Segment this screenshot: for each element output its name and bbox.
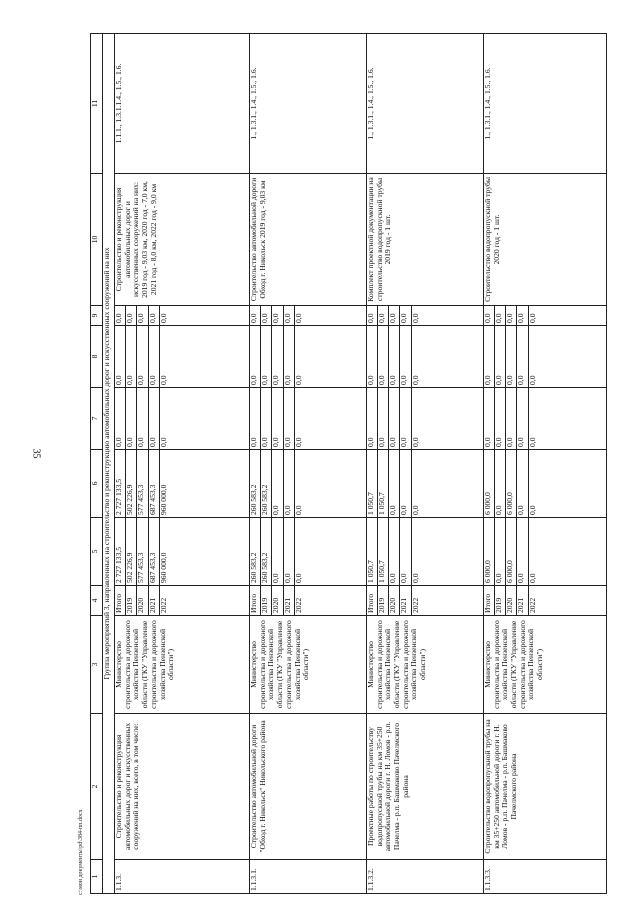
- year-cell: 2021: [400, 586, 411, 616]
- year-cell: 2019: [378, 586, 389, 616]
- section-id: 1.1.3.3.: [483, 860, 606, 894]
- federal-budget-cell: 0,0: [366, 388, 377, 450]
- local-budget-cell: 0,0: [159, 326, 249, 388]
- page-number: 35: [30, 448, 42, 459]
- section-result: Строительство водопропускной трубы 2020 год - 1 шт.: [483, 174, 606, 306]
- table-row: [249, 34, 260, 894]
- regional-budget-cell: 0,0: [411, 450, 483, 518]
- section-name: Проектные работы по строительству водопропускной трубы на км 35+250 автомобильной дороги г. Н. Ломов - р.п. Пачелма - р.п. Башмаково Пачелмского района: [366, 714, 483, 860]
- regional-budget-cell: 0,0: [283, 450, 294, 518]
- year-cell: Итого: [115, 586, 126, 616]
- extrabudgetary-cell: 0,0: [249, 306, 260, 326]
- extrabudgetary-cell: 0,0: [495, 306, 506, 326]
- year-cell: 2019: [261, 586, 272, 616]
- extrabudgetary-cell: 0,0: [272, 306, 283, 326]
- local-budget-cell: 0,0: [495, 326, 506, 388]
- local-budget-cell: 0,0: [148, 326, 159, 388]
- section-indicators: 1., 1.3.1., 1.4., 1.5., 1.6.: [483, 34, 606, 174]
- table-row: [115, 34, 126, 894]
- group-title-row: [103, 34, 115, 894]
- federal-budget-cell: 0,0: [378, 388, 389, 450]
- section-id: 1.1.3.2.: [366, 860, 483, 894]
- extrabudgetary-cell: 0,0: [400, 306, 411, 326]
- section-executor: Министерство строительства и дорожного хозяйства Пензенской области (ГКУ "Управление строительства и дорожного хозяйства Пензенской области"): [483, 616, 606, 714]
- extrabudgetary-cell: 0,0: [483, 306, 494, 326]
- total-funding-cell: 6 000,0: [483, 518, 494, 586]
- year-cell: 2021: [283, 586, 294, 616]
- local-budget-cell: 0,0: [115, 326, 126, 388]
- total-funding-cell: 960 000,0: [159, 518, 249, 586]
- section-name: Строительство водопропускной трубы на км 35+250 автомобильной дороги г. Н. Ломов - р.п. Пачелма - р.п. Башмаково Пачелмского района: [483, 714, 606, 860]
- federal-budget-cell: 0,0: [115, 388, 126, 450]
- total-funding-cell: 0,0: [411, 518, 483, 586]
- year-cell: Итого: [483, 586, 494, 616]
- federal-budget-cell: 0,0: [495, 388, 506, 450]
- federal-budget-cell: 0,0: [528, 388, 606, 450]
- total-funding-cell: 577 453,3: [137, 518, 148, 586]
- regional-budget-cell: 0,0: [272, 450, 283, 518]
- table-body: [115, 34, 607, 894]
- total-funding-cell: 260 583,2: [261, 518, 272, 586]
- column-number: 3: [91, 616, 103, 714]
- extrabudgetary-cell: 0,0: [411, 306, 483, 326]
- total-funding-cell: 260 583,2: [249, 518, 260, 586]
- federal-budget-cell: 0,0: [517, 388, 528, 450]
- year-cell: 2022: [159, 586, 249, 616]
- total-funding-cell: 0,0: [517, 518, 528, 586]
- section-indicators: 1.1.1., 1.3.1.1.4., 1.5., 1.6.: [115, 34, 250, 174]
- local-budget-cell: 0,0: [528, 326, 606, 388]
- group-title: Группа мероприятий 3, направленных на строительство и реконструкцию автомобильных дорог и искусственных сооружений на них: [103, 34, 115, 894]
- section-executor: Министерство строительства и дорожного хозяйства Пензенской области (ГКУ "Управление строительства и дорожного хозяйства Пензенской области"): [115, 616, 250, 714]
- year-cell: 2020: [137, 586, 148, 616]
- total-funding-cell: 0,0: [283, 518, 294, 586]
- total-funding-cell: 0,0: [389, 518, 400, 586]
- total-funding-cell: 0,0: [400, 518, 411, 586]
- column-number: 5: [91, 518, 103, 586]
- regional-budget-cell: 0,0: [528, 450, 606, 518]
- extrabudgetary-cell: 0,0: [389, 306, 400, 326]
- table-row: [366, 34, 377, 894]
- total-funding-cell: 0,0: [528, 518, 606, 586]
- extrabudgetary-cell: 0,0: [506, 306, 517, 326]
- total-funding-cell: 687 453,3: [148, 518, 159, 586]
- total-funding-cell: 0,0: [272, 518, 283, 586]
- section-indicators: 1., 1.3.1., 1.4., 1.5., 1.6.: [249, 34, 366, 174]
- federal-budget-cell: 0,0: [389, 388, 400, 450]
- year-cell: 2022: [294, 586, 366, 616]
- regional-budget-cell: 6 000,0: [483, 450, 494, 518]
- federal-budget-cell: 0,0: [159, 388, 249, 450]
- regional-budget-cell: 0,0: [495, 450, 506, 518]
- local-budget-cell: 0,0: [137, 326, 148, 388]
- section-executor: Министерство строительства и дорожного хозяйства Пензенской области (ГКУ "Управление строительства и дорожного хозяйства Пензенской области"): [249, 616, 366, 714]
- section-executor: Министерство строительства и дорожного хозяйства Пензенской области (ГКУ "Управление строительства и дорожного хозяйства Пензенской области"): [366, 616, 483, 714]
- section-result: Строительство автомобильной дороги Обход г. Никольск 2019 год - 9,03 км: [249, 174, 366, 306]
- section-name: Строительство автомобильной дороги "Обход г. Никольск" Никольского района: [249, 714, 366, 860]
- federal-budget-cell: 0,0: [283, 388, 294, 450]
- local-budget-cell: 0,0: [400, 326, 411, 388]
- rotated-table-wrapper: [90, 34, 620, 894]
- year-cell: 2019: [126, 586, 137, 616]
- regional-budget-cell: 1 050,7: [378, 450, 389, 518]
- column-number: 11: [91, 34, 103, 174]
- extrabudgetary-cell: 0,0: [517, 306, 528, 326]
- total-funding-cell: 2 727 133,5: [115, 518, 126, 586]
- federal-budget-cell: 0,0: [272, 388, 283, 450]
- regional-budget-cell: 0,0: [400, 450, 411, 518]
- column-number: 8: [91, 326, 103, 388]
- year-cell: 2020: [272, 586, 283, 616]
- section-result: Строительство и реконструкция автомобильных дорог и искусственных сооружений на них: 2019 год - 9,03 км, 2020 год - 7,0 км, 2021 год - 8,0 км, 2022 год - 9,0 км: [115, 174, 250, 306]
- total-funding-cell: 1 050,7: [366, 518, 377, 586]
- total-funding-cell: 6 000,0: [506, 518, 517, 586]
- column-number: 6: [91, 450, 103, 518]
- column-number: 10: [91, 174, 103, 306]
- extrabudgetary-cell: 0,0: [159, 306, 249, 326]
- column-number: 1: [91, 860, 103, 894]
- file-path-footer: c:\мои документы\pd\384-пп.docx: [78, 809, 84, 895]
- column-number: 9: [91, 306, 103, 326]
- local-budget-cell: 0,0: [249, 326, 260, 388]
- regional-budget-cell: 2 727 133,5: [115, 450, 126, 518]
- section-result: Комплект проектной документации на строительство водопропускной трубы 2019 год - 1 шт.: [366, 174, 483, 306]
- regional-budget-cell: 502 226,9: [126, 450, 137, 518]
- year-cell: 2019: [495, 586, 506, 616]
- total-funding-cell: 502 226,9: [126, 518, 137, 586]
- federal-budget-cell: 0,0: [411, 388, 483, 450]
- federal-budget-cell: 0,0: [249, 388, 260, 450]
- local-budget-cell: 0,0: [126, 326, 137, 388]
- federal-budget-cell: 0,0: [148, 388, 159, 450]
- regional-budget-cell: 0,0: [517, 450, 528, 518]
- regional-budget-cell: 260 583,2: [249, 450, 260, 518]
- column-number: 7: [91, 388, 103, 450]
- regional-budget-cell: 260 583,2: [261, 450, 272, 518]
- extrabudgetary-cell: 0,0: [148, 306, 159, 326]
- program-activities-table: [90, 33, 606, 894]
- local-budget-cell: 0,0: [261, 326, 272, 388]
- local-budget-cell: 0,0: [517, 326, 528, 388]
- year-cell: Итого: [366, 586, 377, 616]
- total-funding-cell: 0,0: [495, 518, 506, 586]
- column-number: 4: [91, 586, 103, 616]
- year-cell: 2020: [389, 586, 400, 616]
- federal-budget-cell: 0,0: [137, 388, 148, 450]
- year-cell: 2022: [528, 586, 606, 616]
- local-budget-cell: 0,0: [483, 326, 494, 388]
- local-budget-cell: 0,0: [389, 326, 400, 388]
- regional-budget-cell: 1 050,7: [366, 450, 377, 518]
- section-indicators: 1., 1.3.1., 1.4., 1.5., 1.6.: [366, 34, 483, 174]
- federal-budget-cell: 0,0: [400, 388, 411, 450]
- regional-budget-cell: 6 000,0: [506, 450, 517, 518]
- extrabudgetary-cell: 0,0: [115, 306, 126, 326]
- federal-budget-cell: 0,0: [483, 388, 494, 450]
- extrabudgetary-cell: 0,0: [378, 306, 389, 326]
- local-budget-cell: 0,0: [378, 326, 389, 388]
- total-funding-cell: 1 050,7: [378, 518, 389, 586]
- regional-budget-cell: 687 453,3: [148, 450, 159, 518]
- year-cell: 2020: [506, 586, 517, 616]
- section-name: Строительство и реконструкция автомобильных дорог и искусственных сооружений на них, всего, в том числе:: [115, 714, 250, 860]
- year-cell: 2021: [517, 586, 528, 616]
- regional-budget-cell: 0,0: [294, 450, 366, 518]
- federal-budget-cell: 0,0: [261, 388, 272, 450]
- local-budget-cell: 0,0: [294, 326, 366, 388]
- column-number-row: [91, 34, 103, 894]
- year-cell: 2022: [411, 586, 483, 616]
- extrabudgetary-cell: 0,0: [137, 306, 148, 326]
- year-cell: Итого: [249, 586, 260, 616]
- extrabudgetary-cell: 0,0: [528, 306, 606, 326]
- regional-budget-cell: 960 000,0: [159, 450, 249, 518]
- local-budget-cell: 0,0: [366, 326, 377, 388]
- extrabudgetary-cell: 0,0: [283, 306, 294, 326]
- year-cell: 2021: [148, 586, 159, 616]
- federal-budget-cell: 0,0: [506, 388, 517, 450]
- extrabudgetary-cell: 0,0: [366, 306, 377, 326]
- extrabudgetary-cell: 0,0: [126, 306, 137, 326]
- column-number: 2: [91, 714, 103, 860]
- regional-budget-cell: 0,0: [389, 450, 400, 518]
- total-funding-cell: 0,0: [294, 518, 366, 586]
- local-budget-cell: 0,0: [272, 326, 283, 388]
- extrabudgetary-cell: 0,0: [294, 306, 366, 326]
- local-budget-cell: 0,0: [283, 326, 294, 388]
- regional-budget-cell: 577 453,3: [137, 450, 148, 518]
- federal-budget-cell: 0,0: [294, 388, 366, 450]
- extrabudgetary-cell: 0,0: [261, 306, 272, 326]
- local-budget-cell: 0,0: [506, 326, 517, 388]
- local-budget-cell: 0,0: [411, 326, 483, 388]
- federal-budget-cell: 0,0: [126, 388, 137, 450]
- section-id: 1.1.3.: [115, 860, 250, 894]
- section-id: 1.1.3.1.: [249, 860, 366, 894]
- table-row: [483, 34, 494, 894]
